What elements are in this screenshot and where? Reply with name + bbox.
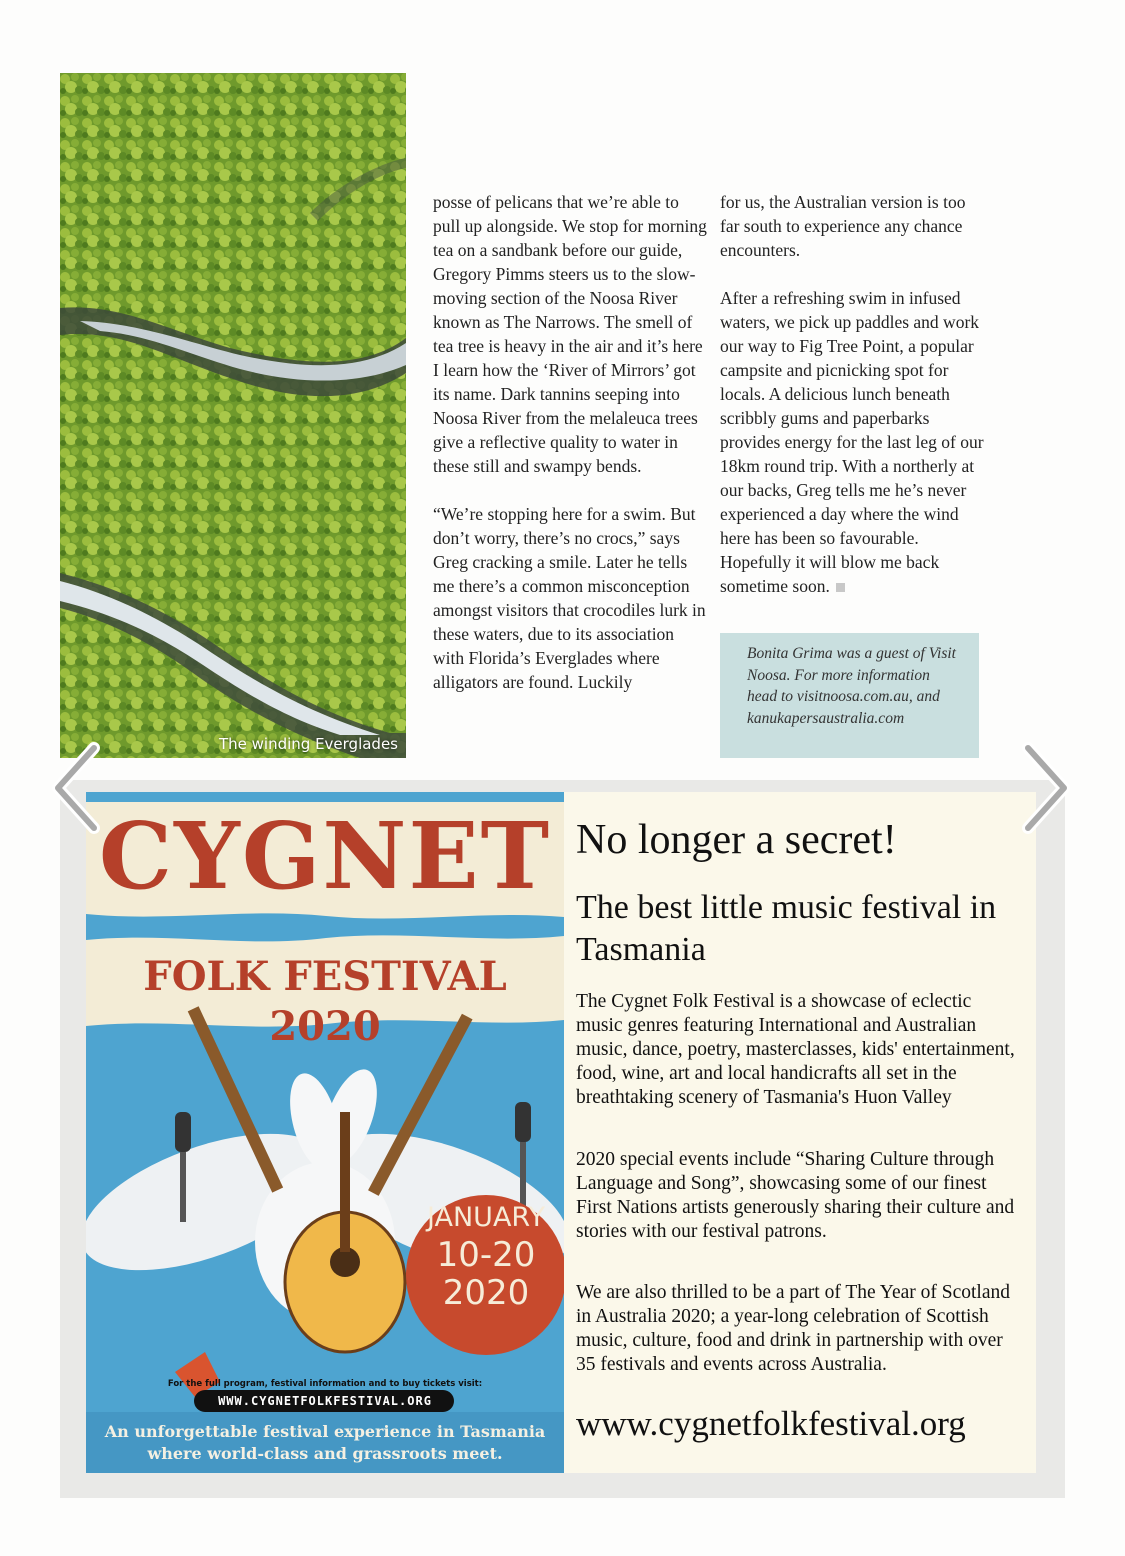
article-paragraph bbox=[720, 286, 985, 598]
chevron-right-icon bbox=[1020, 740, 1076, 836]
ad-subheadline: The best little music festival in Tasmania bbox=[576, 889, 997, 968]
festival-poster bbox=[86, 792, 564, 1473]
aerial-river-photo bbox=[60, 73, 406, 758]
article-paragraph: “We’re stopping here for a swim. But don’t worry, there’s no crocs,” says Greg cracking a smile. Later he tells me there’s a common misconception amongst visitors that crocodiles lurk in these waters, due to its association with Florida’s Everglades where alligators are found. Luckily bbox=[433, 504, 706, 692]
photo-caption: The winding Everglades bbox=[218, 735, 398, 753]
end-of-article-mark bbox=[836, 583, 845, 592]
date-badge bbox=[406, 1200, 564, 1312]
author-info-box: Bonita Grima was a guest of Visit Noosa. For more information head to visitnoosa.com.au, and kanukapersaustralia.com bbox=[720, 633, 979, 758]
next-page-button[interactable] bbox=[1020, 740, 1076, 836]
date-badge-month: JANUARY bbox=[427, 1202, 545, 1233]
article-paragraph: posse of pelicans that we’re able to pull up alongside. We stop for morning tea on a sandbank before our guide, Gregory Pimms steers us to the slow-moving section of the Noosa River known as The Narrows. The smell of tea tree is heavy in the air and it’s here I learn how the ‘River of Mirrors’ got its name. Dark tannins seeping into Noosa River from the melaleuca trees give a reflective quality to water in these still and swampy bends. bbox=[433, 192, 707, 476]
ad-paragraph-1: The Cygnet Folk Festival is a showcase of eclectic music genres featuring International and Australian music, dance, poetry, masterclasses, kids' entertainment, food, wine, art and local handicrafts all set in the breathtaking scenery of Tasmania's Huon Valley bbox=[576, 991, 1015, 1108]
chevron-left-icon bbox=[48, 740, 104, 836]
ad-paragraph-3: We are also thrilled to be a part of The Year of Scotland in Australia 2020; a year-long celebration of Scottish music, culture, food and drink in partnership with over 35 festivals and events across Australia. bbox=[576, 1282, 1010, 1375]
article-column-1 bbox=[433, 190, 708, 718]
forest-river-image bbox=[60, 73, 406, 758]
poster-url-box: WWW.CYGNETFOLKFESTIVAL.ORG bbox=[218, 1394, 432, 1408]
date-badge-year: 2020 bbox=[442, 1273, 530, 1313]
article-paragraph-text: After a refreshing swim in infused waters, we pick up paddles and work our way to Fig Tree Point, a popular campsite and picnicking spot for locals. A delicious lunch beneath scribbly gums and paperbarks provides energy for the last leg of our 18km round trip. With a northerly at our backs, Greg tells me he’s never experienced a day where the wind here has been so favourable. Hopefully it will blow me back sometime soon. bbox=[720, 288, 984, 596]
poster-tagline-2: where world-class and grassroots meet. bbox=[147, 1444, 503, 1463]
date-badge-days: 10-20 bbox=[436, 1235, 536, 1275]
poster-title: CYGNET bbox=[98, 802, 552, 910]
previous-page-button[interactable] bbox=[48, 740, 104, 836]
poster-tagline-1: An unforgettable festival experience in Tasmania bbox=[104, 1422, 546, 1441]
festival-website-link[interactable]: www.cygnetfolkfestival.org bbox=[576, 1404, 966, 1443]
article-paragraph: for us, the Australian version is too far south to experience any chance encounters. bbox=[720, 192, 966, 260]
ad-paragraph-2: 2020 special events include “Sharing Culture through Language and Song”, showcasing some of our finest First Nations artists generously sharing their culture and stories with our festival patrons. bbox=[576, 1149, 1015, 1242]
poster-small-note: For the full program, festival information and to buy tickets visit: bbox=[167, 1379, 483, 1389]
article-column-2 bbox=[720, 190, 985, 622]
ad-headline: No longer a secret! bbox=[576, 817, 897, 863]
poster-subtitle: FOLK FESTIVAL 2020 bbox=[143, 953, 507, 1050]
